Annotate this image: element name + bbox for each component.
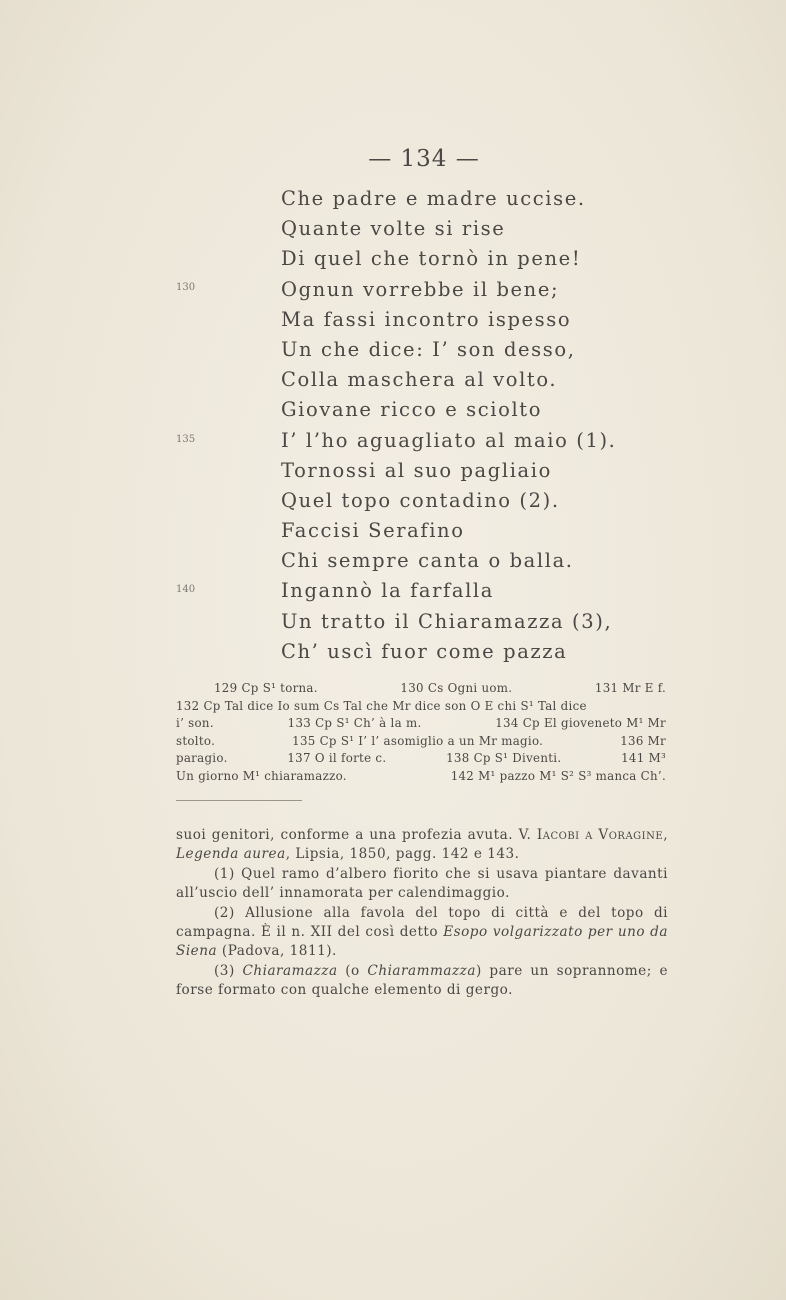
- variant-row: [176, 698, 666, 716]
- verse-line: Colla maschera al volto.: [281, 368, 558, 392]
- footnote-2: [176, 904, 668, 962]
- note-text: (Padova, 1811).: [221, 943, 337, 960]
- footnote-1: (1) Quel ramo d’albero fiorito che si usava piantare davanti all’uscio dell’ innamorata per calendimaggio.: [176, 865, 668, 902]
- work-title: Legenda aurea: [176, 846, 286, 863]
- variant-entry: i’ son.: [176, 716, 214, 731]
- verse-line: Chi sempre canta o balla.: [281, 549, 574, 573]
- term: Chiaramazza: [242, 962, 338, 979]
- footnote-3: [176, 962, 668, 1001]
- poem-verses: [281, 184, 721, 667]
- variant-row: [176, 750, 666, 768]
- verse-line: Ingannò la farfalla: [281, 579, 494, 603]
- variant-readings: [176, 680, 666, 786]
- verse-line: I’ l’ho aguagliato al maio (1).: [281, 428, 617, 452]
- note-text: (o: [345, 962, 360, 979]
- variant-row: [176, 680, 666, 698]
- variant-entry: 133 Cp S¹ Ch’ à la m.: [287, 716, 422, 731]
- variant-entry: 138 Cp S¹ Diventi.: [446, 751, 562, 766]
- variant-entry: Un giorno M¹ chiaramazzo.: [176, 768, 347, 783]
- variant-entry: 134 Cp El gioveneto M¹ Mr: [495, 716, 666, 731]
- variant-entry: 130 Cs Ogni uom.: [400, 681, 513, 695]
- verse-line: Ch’ uscì fuor come pazza: [281, 639, 568, 663]
- variant-entry: 129 Cp S¹ torna.: [214, 681, 318, 695]
- verse-line: Di quel che tornò in pene!: [281, 247, 582, 271]
- verse-line: Faccisi Serafino: [281, 519, 465, 543]
- variant-entry: 137 O il forte c.: [287, 751, 387, 766]
- note-text: ) pare un soprannome; e forse formato con qualche elemento di gergo.: [176, 962, 668, 999]
- verse-line: Ognun vorrebbe il bene;: [281, 277, 560, 301]
- verse-line: Ma fassi incontro ispesso: [281, 307, 572, 331]
- page-number: — 134 —: [368, 146, 480, 172]
- line-number-135: 135: [176, 434, 196, 445]
- variant-entry: 135 Cp S¹ I’ l’ asomiglio a un Mr magio.: [292, 733, 544, 748]
- line-number-130: 130: [176, 282, 196, 293]
- variant-entry: 136 Mr: [620, 733, 666, 748]
- note-text: , Lipsia, 1850, pagg. 142 e 143.: [285, 846, 520, 863]
- verse-line: Un tratto il Chiaramazza (3),: [281, 609, 613, 633]
- variant-row: [176, 733, 666, 751]
- verse-line: Tornossi al suo pagliaio: [281, 458, 552, 482]
- variant-entry: paragio.: [176, 751, 228, 766]
- variant-entry: 132 Cp Tal dice Io sum Cs Tal che Mr dice son O E chi S¹ Tal dice: [176, 698, 587, 713]
- variant-entry: 141 M³: [621, 751, 666, 766]
- variant-entry: 142 M¹ pazzo M¹ S² S³ manca Ch’.: [450, 768, 666, 783]
- note-text: (3): [214, 962, 235, 979]
- variant-row: [176, 768, 666, 786]
- verse-line: Un che dice: I’ son desso,: [281, 337, 576, 361]
- verse-line: Quel topo contadino (2).: [281, 488, 560, 512]
- work-title: Esopo volgarizzato per uno da Siena: [176, 924, 668, 960]
- author-name: Iacobi a Voragine: [536, 827, 664, 843]
- term: Chiarammazza: [367, 962, 476, 979]
- verse-line: Che padre e madre uccise.: [281, 187, 586, 210]
- verse-line: Quante volte si rise: [281, 217, 506, 241]
- variant-entry: stolto.: [176, 733, 216, 748]
- note-text: (2) Allusione alla favola del topo di città e del topo di campagna. È il n. XII del così detto: [176, 904, 668, 941]
- variant-row: [176, 715, 666, 733]
- footnote-divider: [176, 800, 302, 801]
- footnote-continuation: suoi genitori, conforme a una profezia avuta. V. Iacobi a Voragine, Legenda aurea, Lipsia, 1850, pagg. 142 e 143.: [176, 827, 669, 863]
- note-text: suoi genitori, conforme a una profezia avuta. V.: [176, 827, 532, 843]
- variant-entry: 131 Mr E f.: [594, 681, 666, 695]
- verse-line: Giovane ricco e sciolto: [281, 398, 543, 422]
- line-number-140: 140: [176, 584, 196, 595]
- footnotes: [176, 826, 668, 1001]
